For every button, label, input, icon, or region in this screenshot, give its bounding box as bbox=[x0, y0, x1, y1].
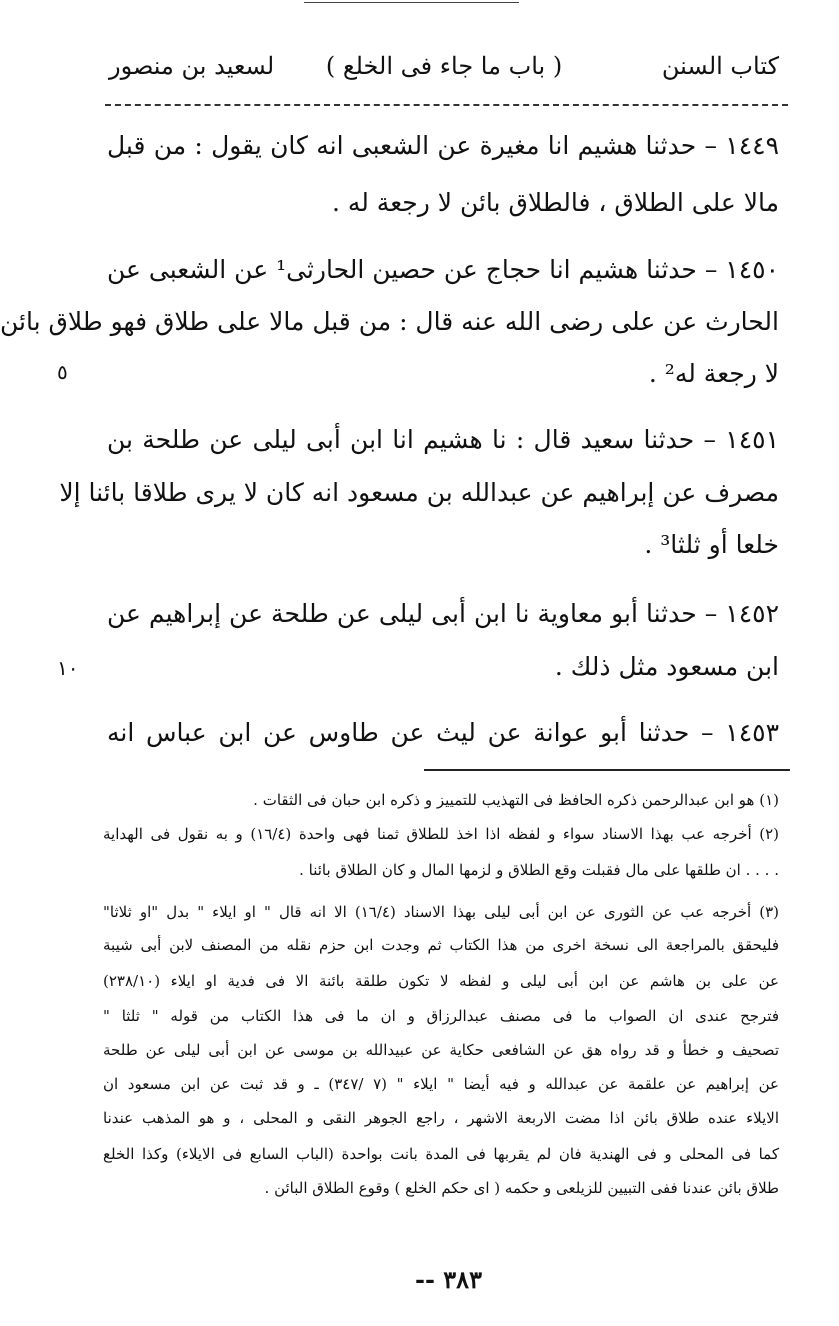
hadith-1450-line-3: لا رجعة له² . bbox=[648, 359, 779, 388]
footnote-3-line-5: تصحيف و خطأ و قد رواه هق عن الشافعى حكاية عن عبيدالله بن موسى عن ابن أبى ليلى عن طلحة bbox=[103, 1041, 779, 1059]
page-number: ٣٨٣ -- bbox=[415, 1265, 482, 1294]
hadith-1453-line-1: ١٤٥٣ – حدثنا أبو عوانة عن ليث عن طاوس عن ابن عباس انه bbox=[107, 718, 779, 747]
hadith-1451-line-1: ١٤٥١ – حدثنا سعيد قال : نا هشيم انا ابن أبى ليلى عن طلحة بن bbox=[107, 425, 779, 454]
footnote-3-line-8: كما فى المحلى و فى الهندية فان لم يقربها فى المدة بانت بواحدة (الباب السابع فى الايلاء) وكذا الخلع bbox=[103, 1145, 779, 1163]
footnote-3-line-4: فترجح عندى ان الصواب ما فى مصنف عبدالرزاق و ان ما فى هذا الكتاب من قوله " ثلثا " bbox=[103, 1007, 779, 1025]
hadith-1449-line-1: ١٤٤٩ – حدثنا هشيم انا مغيرة عن الشعبى انه كان يقول : من قبل bbox=[107, 131, 779, 160]
footnote-1-line-1: (١) هو ابن عبدالرحمن ذكره الحافظ فى التهذيب للتمييز و ذكره ابن حبان فى الثقات . bbox=[253, 791, 779, 809]
footnote-3-line-3: عن على بن هاشم عن ابن أبى ليلى و لفظه لا تكون طلقة بائنة الا فى فدية او ايلاء (٢٣٨/١٠) bbox=[103, 972, 779, 990]
hadith-1452-line-2: ابن مسعود مثل ذلك . bbox=[554, 652, 779, 681]
hadith-1451-line-3: خلعا أو ثلثا³ . bbox=[644, 530, 779, 559]
header-author: لسعيد بن منصور bbox=[109, 52, 275, 80]
header-book-title: كتاب السنن bbox=[661, 52, 779, 80]
hadith-1450-line-2: الحارث عن على رضى الله عنه قال : من قبل مالا على طلاق فهو طلاق بائن bbox=[0, 307, 779, 336]
header-chapter-title: ( باب ما جاء فى الخلع ) bbox=[325, 52, 563, 80]
margin-line-number-10: ١٠ bbox=[57, 656, 79, 680]
footnote-3-line-6: عن إبراهيم عن علقمة عن عبدالله و فيه أيضا " ايلاء " (٧ /٣٤٧) ـ و قد ثبت عن ابن مسعود ان bbox=[103, 1075, 779, 1093]
hadith-1451-line-2: مصرف عن إبراهيم عن عبدالله بن مسعود انه كان لا يرى طلاقا بائنا إلا bbox=[59, 478, 779, 507]
footnote-3-line-1: (٣) أخرجه عب عن الثورى عن ابن أبى ليلى بهذا الاسناد (١٦/٤) الا انه قال " او ايلاء " بدل "او ثلاثا" bbox=[103, 903, 779, 921]
footnote-2-line-1: (٢) أخرجه عب بهذا الاسناد سواء و لفظه اذا اخذ للطلاق ثمنا فهى واحدة (١٦/٤) و به نقول فى الهداية bbox=[103, 825, 779, 843]
footnote-3-line-2: فليحقق بالمراجعة الى نسخة اخرى من هذا الكتاب ثم وجدت ابن حزم نقله من المصنف لابن أبى شيبة bbox=[103, 936, 779, 954]
hadith-1450-line-1: ١٤٥٠ – حدثنا هشيم انا حجاج عن حصين الحارثى¹ عن الشعبى عن bbox=[107, 255, 779, 284]
hadith-1452-line-1: ١٤٥٢ – حدثنا أبو معاوية نا ابن أبى ليلى عن طلحة عن إبراهيم عن bbox=[107, 599, 779, 628]
footnote-3-line-7: الايلاء عنده طلاق بائن اذا مضت الاربعة الاشهر ، راجع الجوهر النقى و المحلى ، و هو المذهب عندنا bbox=[103, 1109, 779, 1127]
hadith-1449-line-2: مالا على الطلاق ، فالطلاق بائن لا رجعة له . bbox=[331, 188, 779, 217]
footnote-3-line-9: طلاق بائن عندنا ففى التبيين للزيلعى و حكمه ( اى حكم الخلع ) وقوع الطلاق البائن . bbox=[264, 1179, 779, 1197]
running-header bbox=[109, 52, 779, 92]
footnote-2-line-2: . . . . ان طلقها على مال فقبلت وقع الطلاق و لزمها المال و كان الطلاق بائنا . bbox=[299, 861, 779, 879]
header-rule bbox=[105, 104, 788, 106]
top-rule bbox=[304, 2, 519, 3]
footnote-rule bbox=[424, 769, 790, 771]
margin-line-number-5: ٥ bbox=[57, 360, 68, 384]
